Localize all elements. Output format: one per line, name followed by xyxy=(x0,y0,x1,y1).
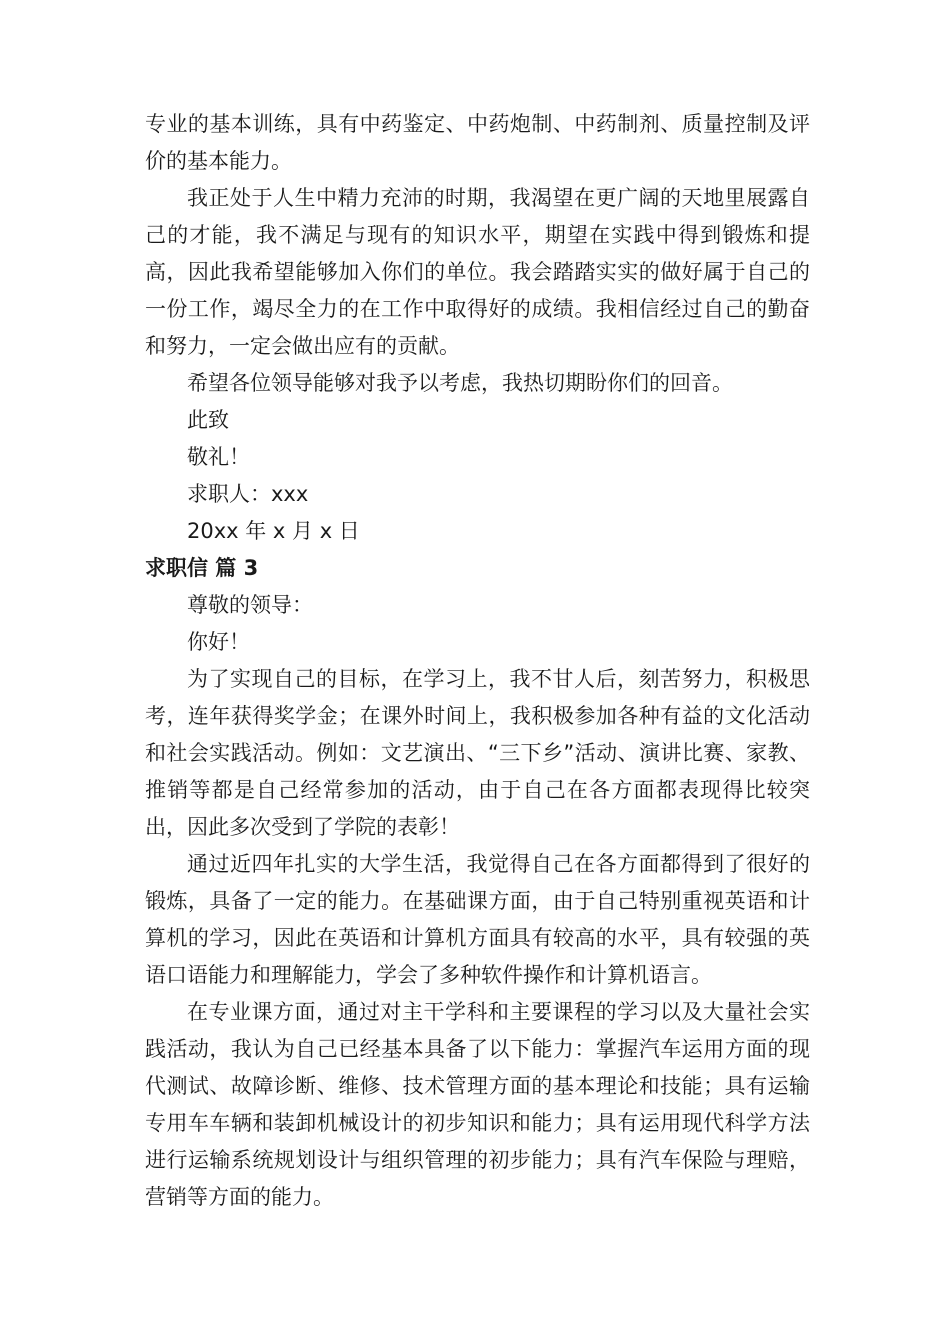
date-line: 20xx 年 x 月 x 日 xyxy=(187,519,360,543)
closing-line-2: 敬礼！ xyxy=(187,445,250,469)
paragraph-university: 通过近四年扎实的大学生活，我觉得自己在各方面都得到了很好的锻炼，具备了一定的能力。在基础课方面，由于自己特别重视英语和计算机的学习，因此在英语和计算机方面具有较高的水平，具有较强的英语口语能力和理解能力，学会了多种软件操作和计算机语言。 xyxy=(145,852,810,987)
salutation: 尊敬的领导： xyxy=(187,593,313,617)
section-heading: 求职信 篇 3 xyxy=(145,556,259,580)
paragraph-continuation: 专业的基本训练，具有中药鉴定、中药炮制、中药制剂、质量控制及评价的基本能力。 xyxy=(145,112,810,173)
closing-line-1: 此致 xyxy=(187,408,229,432)
paragraph-hope: 希望各位领导能够对我予以考虑，我热切期盼你们的回音。 xyxy=(187,371,733,395)
document-page xyxy=(145,106,810,1216)
paragraph-goal: 为了实现自己的目标，在学习上，我不甘人后，刻苦努力，积极思考，连年获得奖学金；在课外时间上，我积极参加各种有益的文化活动和社会实践活动。例如：文艺演出、“三下乡”活动、演讲比赛、家教、推销等都是自己经常参加的活动，由于自己在各方面都表现得比较突出，因此多次受到了学院的表彰！ xyxy=(145,667,810,839)
signature-line: 求职人：xxx xyxy=(187,482,309,506)
paragraph-professional: 在专业课方面，通过对主干学科和主要课程的学习以及大量社会实践活动，我认为自己已经基本具备了以下能力：掌握汽车运用方面的现代测试、故障诊断、维修、技术管理方面的基本理论和技能；具有运输专用车车辆和装卸机械设计的初步知识和能力；具有运用现代科学方法进行运输系统规划设计与组织管理的初步能力；具有汽车保险与理赔，营销等方面的能力。 xyxy=(145,1000,810,1209)
greeting: 你好！ xyxy=(187,630,250,654)
paragraph-energy: 我正处于人生中精力充沛的时期，我渴望在更广阔的天地里展露自己的才能，我不满足与现有的知识水平，期望在实践中得到锻炼和提高，因此我希望能够加入你们的单位。我会踏踏实实的做好属于自己的一份工作，竭尽全力的在工作中取得好的成绩。我相信经过自己的勤奋和努力，一定会做出应有的贡献。 xyxy=(145,186,810,358)
